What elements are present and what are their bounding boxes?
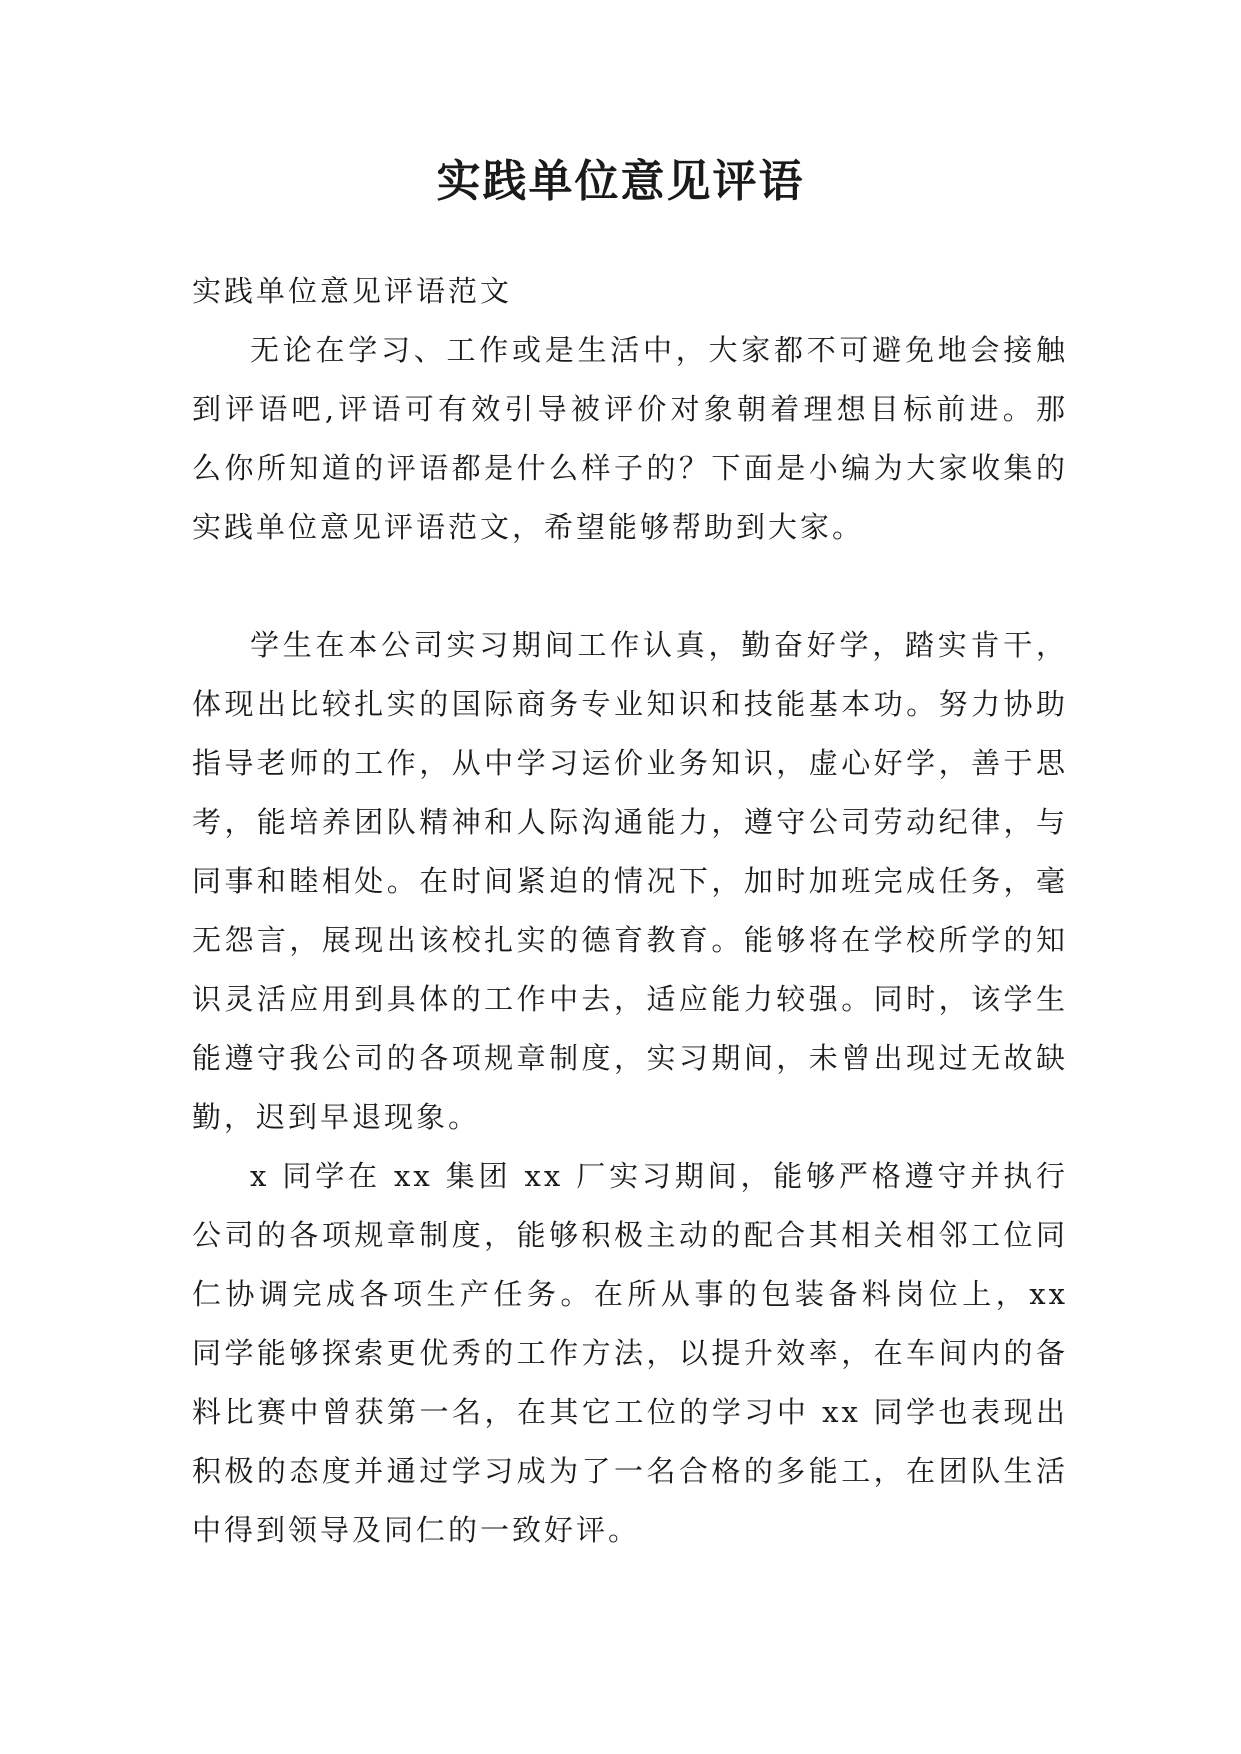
- document-subtitle: 实践单位意见评语范文: [192, 274, 513, 308]
- paragraph-spacer: [192, 557, 1068, 616]
- comment-paragraph-2: x 同学在 xx 集团 xx 厂实习期间，能够严格遵守并执行公司的各项规章制度，能够积极主动的配合其相关相邻工位同仁协调完成各项生产任务。在所从事的包装备料岗位上，xx 同学能够探索更优秀的工作方法，以提升效率，在车间内的备料比赛中曾获第一名，在其它工位的学习中 xx 同学也表现出积极的态度并通过学习成为了一名合格的多能工，在团队生活中得到领导及同仁的一致好评。: [192, 1159, 1068, 1547]
- intro-paragraph: 无论在学习、工作或是生活中，大家都不可避免地会接触到评语吧,评语可有效引导被评价对象朝着理想目标前进。那么你所知道的评语都是什么样子的？下面是小编为大家收集的实践单位意见评语范文，希望能够帮助到大家。: [192, 333, 1068, 544]
- document-title: 实践单位意见评语: [436, 156, 805, 207]
- comment-paragraph-1: 学生在本公司实习期间工作认真，勤奋好学，踏实肯干，体现出比较扎实的国际商务专业知识和技能基本功。努力协助指导老师的工作，从中学习运价业务知识，虚心好学，善于思考，能培养团队精神和人际沟通能力，遵守公司劳动纪律，与同事和睦相处。在时间紧迫的情况下，加时加班完成任务，毫无怨言，展现出该校扎实的德育教育。能够将在学校所学的知识灵活应用到具体的工作中去，适应能力较强。同时，该学生能遵守我公司的各项规章制度，实习期间，未曾出现过无故缺勤，迟到早退现象。: [192, 628, 1068, 1134]
- document-body: [192, 262, 1068, 1560]
